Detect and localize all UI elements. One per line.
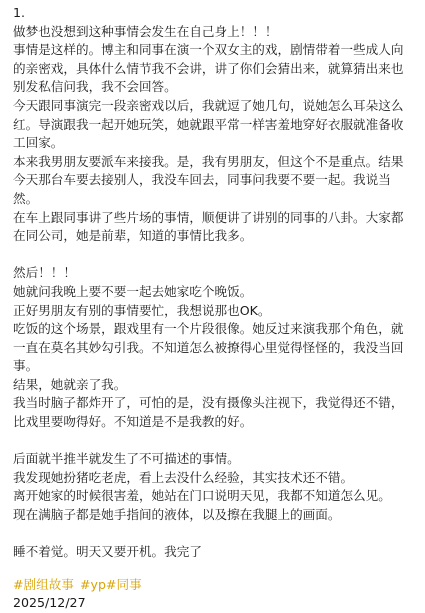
note-paragraph: 今天跟同事演完一段亲密戏以后，我就逗了她几句，说她怎么耳朵这么红。导演跟我一起开她玩笑，她就跟平常一样害羞地穿好衣服就准备收工回家。 [13,97,404,151]
tag-link-story[interactable]: #剧组故事 [13,576,74,592]
note-line: 结果，她就亲了我。 [13,376,127,392]
note-paragraph: 我当时脑子都炸开了，可怕的是，没有摄像头注视下，我觉得还不错，比戏里要吻得好。不知道是不是我教的好。 [13,395,404,430]
blank-line [13,432,415,451]
note-line: 后面就半推半就发生了不可描述的事情。 [13,451,240,467]
note-line: 现在满脑子都是她手指间的液体，以及擦在我腿上的画面。 [13,507,341,523]
blank-line [13,246,415,265]
note-line: 她就问我晚上要不要一起去她家吃个晚饭。 [13,283,253,299]
note-line: 做梦也没想到这种事情会发生在自己身上！！！ [13,23,278,39]
post-date: 2025/12/27 [13,595,86,611]
note-line: 睡不着觉。明天又要开机。我完了 [13,544,202,560]
note-paragraph: 吃饭的这个场景，跟戏里有一个片段很像。她反过来演我那个角色，就一直在莫名其妙勾引我。不知道怎么被撩得心里觉得怪怪的，我没当回事。 [13,321,404,374]
note-paragraph: 在车上跟同事讲了些片场的事情，顺便讲了讲别的同事的八卦。大家都在同公司，她是前辈，知道的事情比我多。 [13,209,404,244]
note-paragraph: 本来我男朋友要派车来接我。是，我有男朋友，但这个不是重点。结果今天那台车要去接别人，我没车回去，同事问我要不要一起。我说当然。 [13,153,404,206]
note-line: 然后！！！ [13,265,76,281]
tag-row [13,576,415,595]
note-paragraph: 事情是这样的。博主和同事在演一个双女主的戏，剧情带着一些成人向的亲密戏，具体什么情节我不会讲，讲了你们会猜出来，就算猜出来也别发私信问我，我不会回答。 [13,42,404,95]
blank-line [13,525,415,544]
note-line: 1. [13,5,26,20]
tag-link-colleague[interactable]: #yp#同事 [79,576,142,592]
note-line: 正好男朋友有别的事情要忙，我想说那也OK。 [13,302,271,318]
note-paragraph: 离开她家的时候很害羞，她站在门口说明天见，我都不知道怎么见。 [13,488,391,504]
note-line: 我发现她扮猪吃老虎，看上去没什么经验，其实技术还不错。 [13,469,354,485]
note-body [13,4,415,613]
